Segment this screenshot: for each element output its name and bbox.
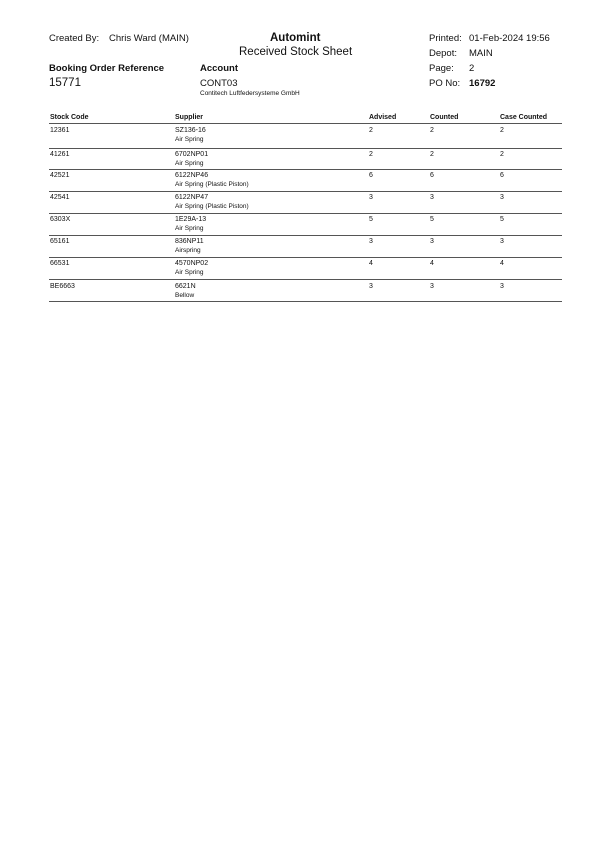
column-header-stock-code: Stock Code xyxy=(50,114,89,121)
supplier-code-cell: SZ136-16 xyxy=(175,127,206,134)
column-header-counted: Counted xyxy=(430,114,459,121)
supplier-desc-cell: Air Spring xyxy=(175,269,204,276)
case-counted-cell: 5 xyxy=(500,216,504,223)
supplier-code-cell: 4570NP02 xyxy=(175,260,209,267)
counted-cell: 4 xyxy=(430,260,434,267)
page-label: Page: xyxy=(429,63,454,74)
advised-cell: 2 xyxy=(369,127,373,134)
stock-code-cell: 12361 xyxy=(50,127,70,134)
printed-value: 01-Feb-2024 19:56 xyxy=(469,33,550,44)
column-header-case-counted: Case Counted xyxy=(500,114,548,121)
advised-cell: 5 xyxy=(369,216,373,223)
company-name: Automint xyxy=(270,32,321,44)
sheet-title: Received Stock Sheet xyxy=(239,46,353,58)
supplier-code-cell: 6122NP47 xyxy=(175,194,209,201)
supplier-desc-cell: Air Spring xyxy=(175,136,204,143)
created-by-label: Created By: xyxy=(49,33,100,44)
supplier-desc-cell: Airspring xyxy=(175,247,201,254)
column-header-supplier: Supplier xyxy=(175,114,204,121)
row-divider xyxy=(49,279,562,280)
stock-code-cell: 41261 xyxy=(50,151,70,158)
row-divider xyxy=(49,301,562,302)
counted-cell: 5 xyxy=(430,216,434,223)
stock-code-cell: 42521 xyxy=(50,172,70,179)
case-counted-cell: 6 xyxy=(500,172,504,179)
account-code: CONT03 xyxy=(200,78,238,89)
case-counted-cell: 2 xyxy=(500,151,504,158)
advised-cell: 6 xyxy=(369,172,373,179)
created-by-value: Chris Ward (MAIN) xyxy=(109,33,189,44)
supplier-desc-cell: Air Spring (Plastic Piston) xyxy=(175,181,249,188)
printed-label: Printed: xyxy=(429,33,462,44)
counted-cell: 3 xyxy=(430,194,434,201)
supplier-code-cell: 836NP11 xyxy=(175,238,204,245)
supplier-code-cell: 6122NP46 xyxy=(175,172,209,179)
advised-cell: 3 xyxy=(369,283,373,290)
account-name: Contitech Luftfedersysteme GmbH xyxy=(200,90,300,97)
row-divider xyxy=(49,213,562,214)
booking-ref-value: 15771 xyxy=(49,77,81,89)
advised-cell: 2 xyxy=(369,151,373,158)
advised-cell: 4 xyxy=(369,260,373,267)
case-counted-cell: 4 xyxy=(500,260,504,267)
case-counted-cell: 3 xyxy=(500,238,504,245)
account-label: Account xyxy=(200,63,238,74)
counted-cell: 3 xyxy=(430,238,434,245)
row-divider xyxy=(49,257,562,258)
stock-code-cell: BE6663 xyxy=(50,283,75,290)
depot-label: Depot: xyxy=(429,48,457,59)
po-label: PO No: xyxy=(429,78,461,89)
po-value: 16792 xyxy=(469,78,496,89)
supplier-desc-cell: Bellow xyxy=(175,292,195,299)
counted-cell: 6 xyxy=(430,172,434,179)
case-counted-cell: 3 xyxy=(500,283,504,290)
stock-code-cell: 66531 xyxy=(50,260,70,267)
supplier-code-cell: 6702NP01 xyxy=(175,151,209,158)
advised-cell: 3 xyxy=(369,238,373,245)
header-divider xyxy=(49,123,562,124)
page-value: 2 xyxy=(469,63,475,74)
stock-code-cell: 65161 xyxy=(50,238,70,245)
stock-code-cell: 42541 xyxy=(50,194,70,201)
counted-cell: 3 xyxy=(430,283,434,290)
stock-code-cell: 6303X xyxy=(50,216,71,223)
case-counted-cell: 2 xyxy=(500,127,504,134)
row-divider xyxy=(49,169,562,170)
table-row xyxy=(0,127,595,149)
counted-cell: 2 xyxy=(430,127,434,134)
column-header-advised: Advised xyxy=(369,114,397,121)
depot-value: MAIN xyxy=(469,48,493,59)
case-counted-cell: 3 xyxy=(500,194,504,201)
booking-ref-label: Booking Order Reference xyxy=(49,63,165,74)
supplier-code-cell: 1E29A-13 xyxy=(175,216,207,223)
supplier-code-cell: 6621N xyxy=(175,283,196,290)
row-divider xyxy=(49,235,562,236)
supplier-desc-cell: Air Spring xyxy=(175,160,204,167)
row-divider xyxy=(49,148,562,149)
supplier-desc-cell: Air Spring (Plastic Piston) xyxy=(175,203,249,210)
counted-cell: 2 xyxy=(430,151,434,158)
row-divider xyxy=(49,191,562,192)
advised-cell: 3 xyxy=(369,194,373,201)
supplier-desc-cell: Air Spring xyxy=(175,225,204,232)
